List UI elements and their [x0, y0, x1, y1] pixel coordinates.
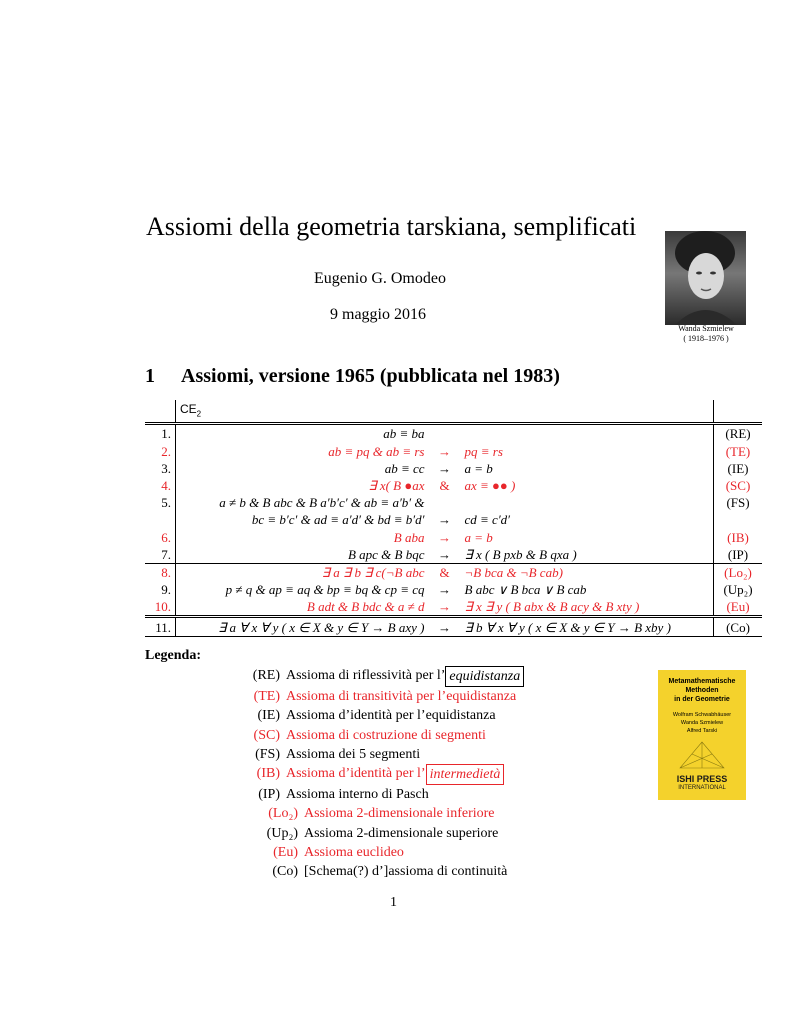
axiom-row: [145, 617, 762, 636]
legend-item: [230, 726, 524, 745]
axiom-operator: →: [438, 512, 451, 528]
axiom-number: 10.: [145, 598, 176, 617]
axiom-tag: (RE): [714, 424, 763, 443]
axiom-operator: →: [438, 460, 451, 476]
book-title-3: in der Geometrie: [674, 696, 730, 703]
axiom-left: ∃ a ∀ x ∀ y ( x ∈ X & y ∈ Y → B axy ): [176, 617, 429, 636]
axiom-left: ∃ x( B ●ax: [368, 478, 425, 494]
axiom-operator: &: [429, 563, 461, 581]
axiom-operator: [429, 494, 461, 511]
axiom-number: 1.: [145, 424, 176, 443]
doc-date: 9 maggio 2016: [330, 306, 426, 323]
axiom-number: 5.: [145, 494, 176, 511]
axiom-tag: (Lo₂): [714, 563, 763, 581]
axiom-operator: →: [438, 529, 451, 545]
axiom-left: bc ≡ b′c′ & ad ≡ a′d′ & bd ≡ b′d′: [251, 512, 425, 528]
legend-text: Assioma euclideo: [304, 844, 404, 860]
legend-text: Assioma dei 5 segmenti: [286, 746, 421, 762]
page-number: 1: [390, 895, 397, 910]
axiom-right: ∃ x ∃ y ( B abx & B acy & B xty ): [464, 599, 640, 615]
axiom-number: 8.: [145, 563, 176, 581]
book-author-2: Wanda Szmielew: [680, 720, 724, 726]
book-cover: [658, 670, 746, 800]
legend-item: [230, 687, 524, 706]
portrait-caption: [650, 324, 762, 344]
axiom-tag: (Co): [714, 617, 763, 636]
axiom-right: pq ≡ rs: [464, 443, 503, 459]
axiom-number: [145, 511, 176, 528]
axiom-right: cd ≡ c′d′: [464, 512, 510, 528]
axiom-right: a = b: [464, 529, 493, 545]
axiom-right: [461, 424, 714, 443]
axiom-operator: [429, 424, 461, 443]
axiom-row: [145, 460, 762, 477]
axiom-number: 3.: [145, 460, 176, 477]
axiom-number: 4.: [145, 477, 176, 494]
axiom-tag: (IE): [714, 460, 763, 477]
doc-title: Assiomi della geometria tarskiana, semplificati: [146, 212, 637, 241]
axiom-number: 9.: [145, 581, 176, 598]
legend-key: (TE): [253, 689, 280, 705]
legend-item: [230, 785, 524, 804]
legend-key: (RE): [252, 668, 280, 683]
legend-key: (Eu): [273, 844, 298, 860]
legend-text: Assioma di transitività per l’equidistanza: [286, 689, 517, 705]
axiom-tag: (TE): [714, 443, 763, 460]
axiom-row: [145, 598, 762, 617]
legend-list: [230, 666, 524, 881]
legend-text: Assioma 2-dimensionale superiore: [304, 825, 499, 841]
axiom-left: B apc & B bqc: [347, 546, 425, 562]
section-heading: [145, 365, 560, 388]
legend-title: Legenda:: [145, 648, 201, 663]
legend-key: (FS): [255, 746, 280, 762]
axiom-tag: (Eu): [714, 598, 763, 617]
axiom-tag: (FS): [714, 494, 763, 511]
axiom-right: ∃ x ( B pxb & B qxa ): [464, 546, 577, 562]
axiom-row: [145, 443, 762, 460]
legend-text: Assioma di riflessività per l’: [286, 668, 446, 683]
book-diagram-icon: [678, 740, 726, 770]
portrait-graphic: [665, 231, 746, 325]
legend-item: [230, 745, 524, 764]
axiom-row: [145, 424, 762, 443]
axiom-right: ∃ b ∀ x ∀ y ( x ∈ X & y ∈ Y → B xby ): [461, 617, 714, 636]
section-title: Assiomi, versione 1965 (pubblicata nel 1983): [181, 365, 560, 387]
axiom-tag: (IP): [714, 546, 763, 564]
axiom-operator: →: [438, 443, 451, 459]
axiom-right: ax ≡ ●● ): [464, 478, 516, 494]
legend-key: (IE): [257, 708, 280, 724]
book-publisher-1: ISHI PRESS: [676, 774, 728, 784]
legend-boxed-term: intermedietà: [426, 764, 505, 785]
axiom-left: ab ≡ ba: [383, 426, 425, 442]
doc-author: Eugenio G. Omodeo: [314, 270, 446, 287]
axiom-number: 6.: [145, 529, 176, 546]
legend-item: [230, 862, 524, 881]
legend-key: (IB): [256, 766, 280, 782]
book-title-1: Metamathematische: [668, 678, 736, 685]
axiom-tag: (IB): [714, 529, 763, 546]
book-publisher-2: INTERNATIONAL: [678, 785, 726, 791]
legend-boxed-term: equidistanza: [445, 666, 524, 687]
axiom-row: [145, 546, 762, 564]
legend-item: [230, 764, 524, 785]
axiom-operator: &: [439, 478, 450, 494]
axiom-operator: →: [438, 599, 451, 615]
portrait-caption-years: ( 1918–1976 ): [683, 334, 729, 343]
axiom-tag: (SC): [714, 477, 763, 494]
legend-item: [230, 804, 524, 823]
axiom-row: [145, 563, 762, 581]
book-title-2: Methoden: [685, 687, 719, 694]
legend-text: Assioma d’identità per l’: [286, 766, 426, 782]
legend-key: (Up₂): [266, 825, 298, 841]
axiom-right: B abc ∨ B bca ∨ B cab: [464, 582, 587, 598]
legend-item: [230, 666, 524, 687]
axiom-tag: (Up₂): [714, 581, 763, 598]
axiom-left: ∃ a ∃ b ∃ c(¬B abc: [176, 563, 429, 581]
legend-item: [230, 824, 524, 843]
axiom-operator: →: [429, 617, 461, 636]
axiom-number: 2.: [145, 443, 176, 460]
axiom-left: p ≠ q & ap ≡ aq & bp ≡ bq & cp ≡ cq: [225, 582, 425, 598]
axiom-left: ab ≡ pq & ab ≡ rs: [328, 443, 425, 459]
axiom-right: ¬B bca & ¬B cab): [461, 563, 714, 581]
section-number: 1: [145, 365, 155, 387]
axiom-left: B aba: [393, 529, 425, 545]
axiom-right: a = b: [464, 460, 493, 476]
axioms-table-header: [145, 400, 762, 424]
legend-text: Assioma d’identità per l’equidistanza: [286, 708, 496, 724]
axiom-left: B adt & B bdc & a ≠ d: [306, 599, 425, 615]
legend-key: (Co): [272, 864, 298, 880]
legend-text: [Schema(?) d’]assioma di continuità: [304, 864, 508, 880]
legend-key: (Lo₂): [268, 806, 298, 822]
axiom-operator: →: [438, 582, 451, 598]
axiom-row: [145, 477, 762, 494]
axiom-row: [145, 529, 762, 546]
axiom-left: a ≠ b & B abc & B a′b′c′ & ab ≡ a′b′ &: [219, 495, 425, 511]
axiom-row: [145, 494, 762, 511]
axiom-tag: [714, 511, 763, 528]
legend-item: [230, 843, 524, 862]
book-author-1: Wolfram Schwabhäuser: [672, 712, 732, 718]
portrait-photo: [665, 231, 746, 325]
axioms-table: [145, 400, 762, 637]
portrait-caption-name: Wanda Szmielew: [678, 324, 734, 333]
legend-item: [230, 706, 524, 725]
table-label: $CE_2$: [180, 402, 202, 419]
axiom-operator: →: [438, 546, 451, 562]
legend-key: (IP): [258, 787, 280, 803]
axiom-number: 7.: [145, 546, 176, 564]
legend-text: Assioma di costruzione di segmenti: [286, 727, 486, 743]
legend-key: (SC): [253, 727, 280, 743]
legend-text: Assioma interno di Pasch: [286, 787, 429, 803]
book-author-3: Alfred Tarski: [686, 728, 718, 734]
axiom-left: ab ≡ cc: [384, 460, 425, 476]
axiom-row: [145, 581, 762, 598]
axiom-number: 11.: [145, 617, 176, 636]
axiom-right: [461, 494, 714, 511]
legend-text: Assioma 2-dimensionale inferiore: [304, 806, 495, 822]
axiom-row: [145, 511, 762, 528]
